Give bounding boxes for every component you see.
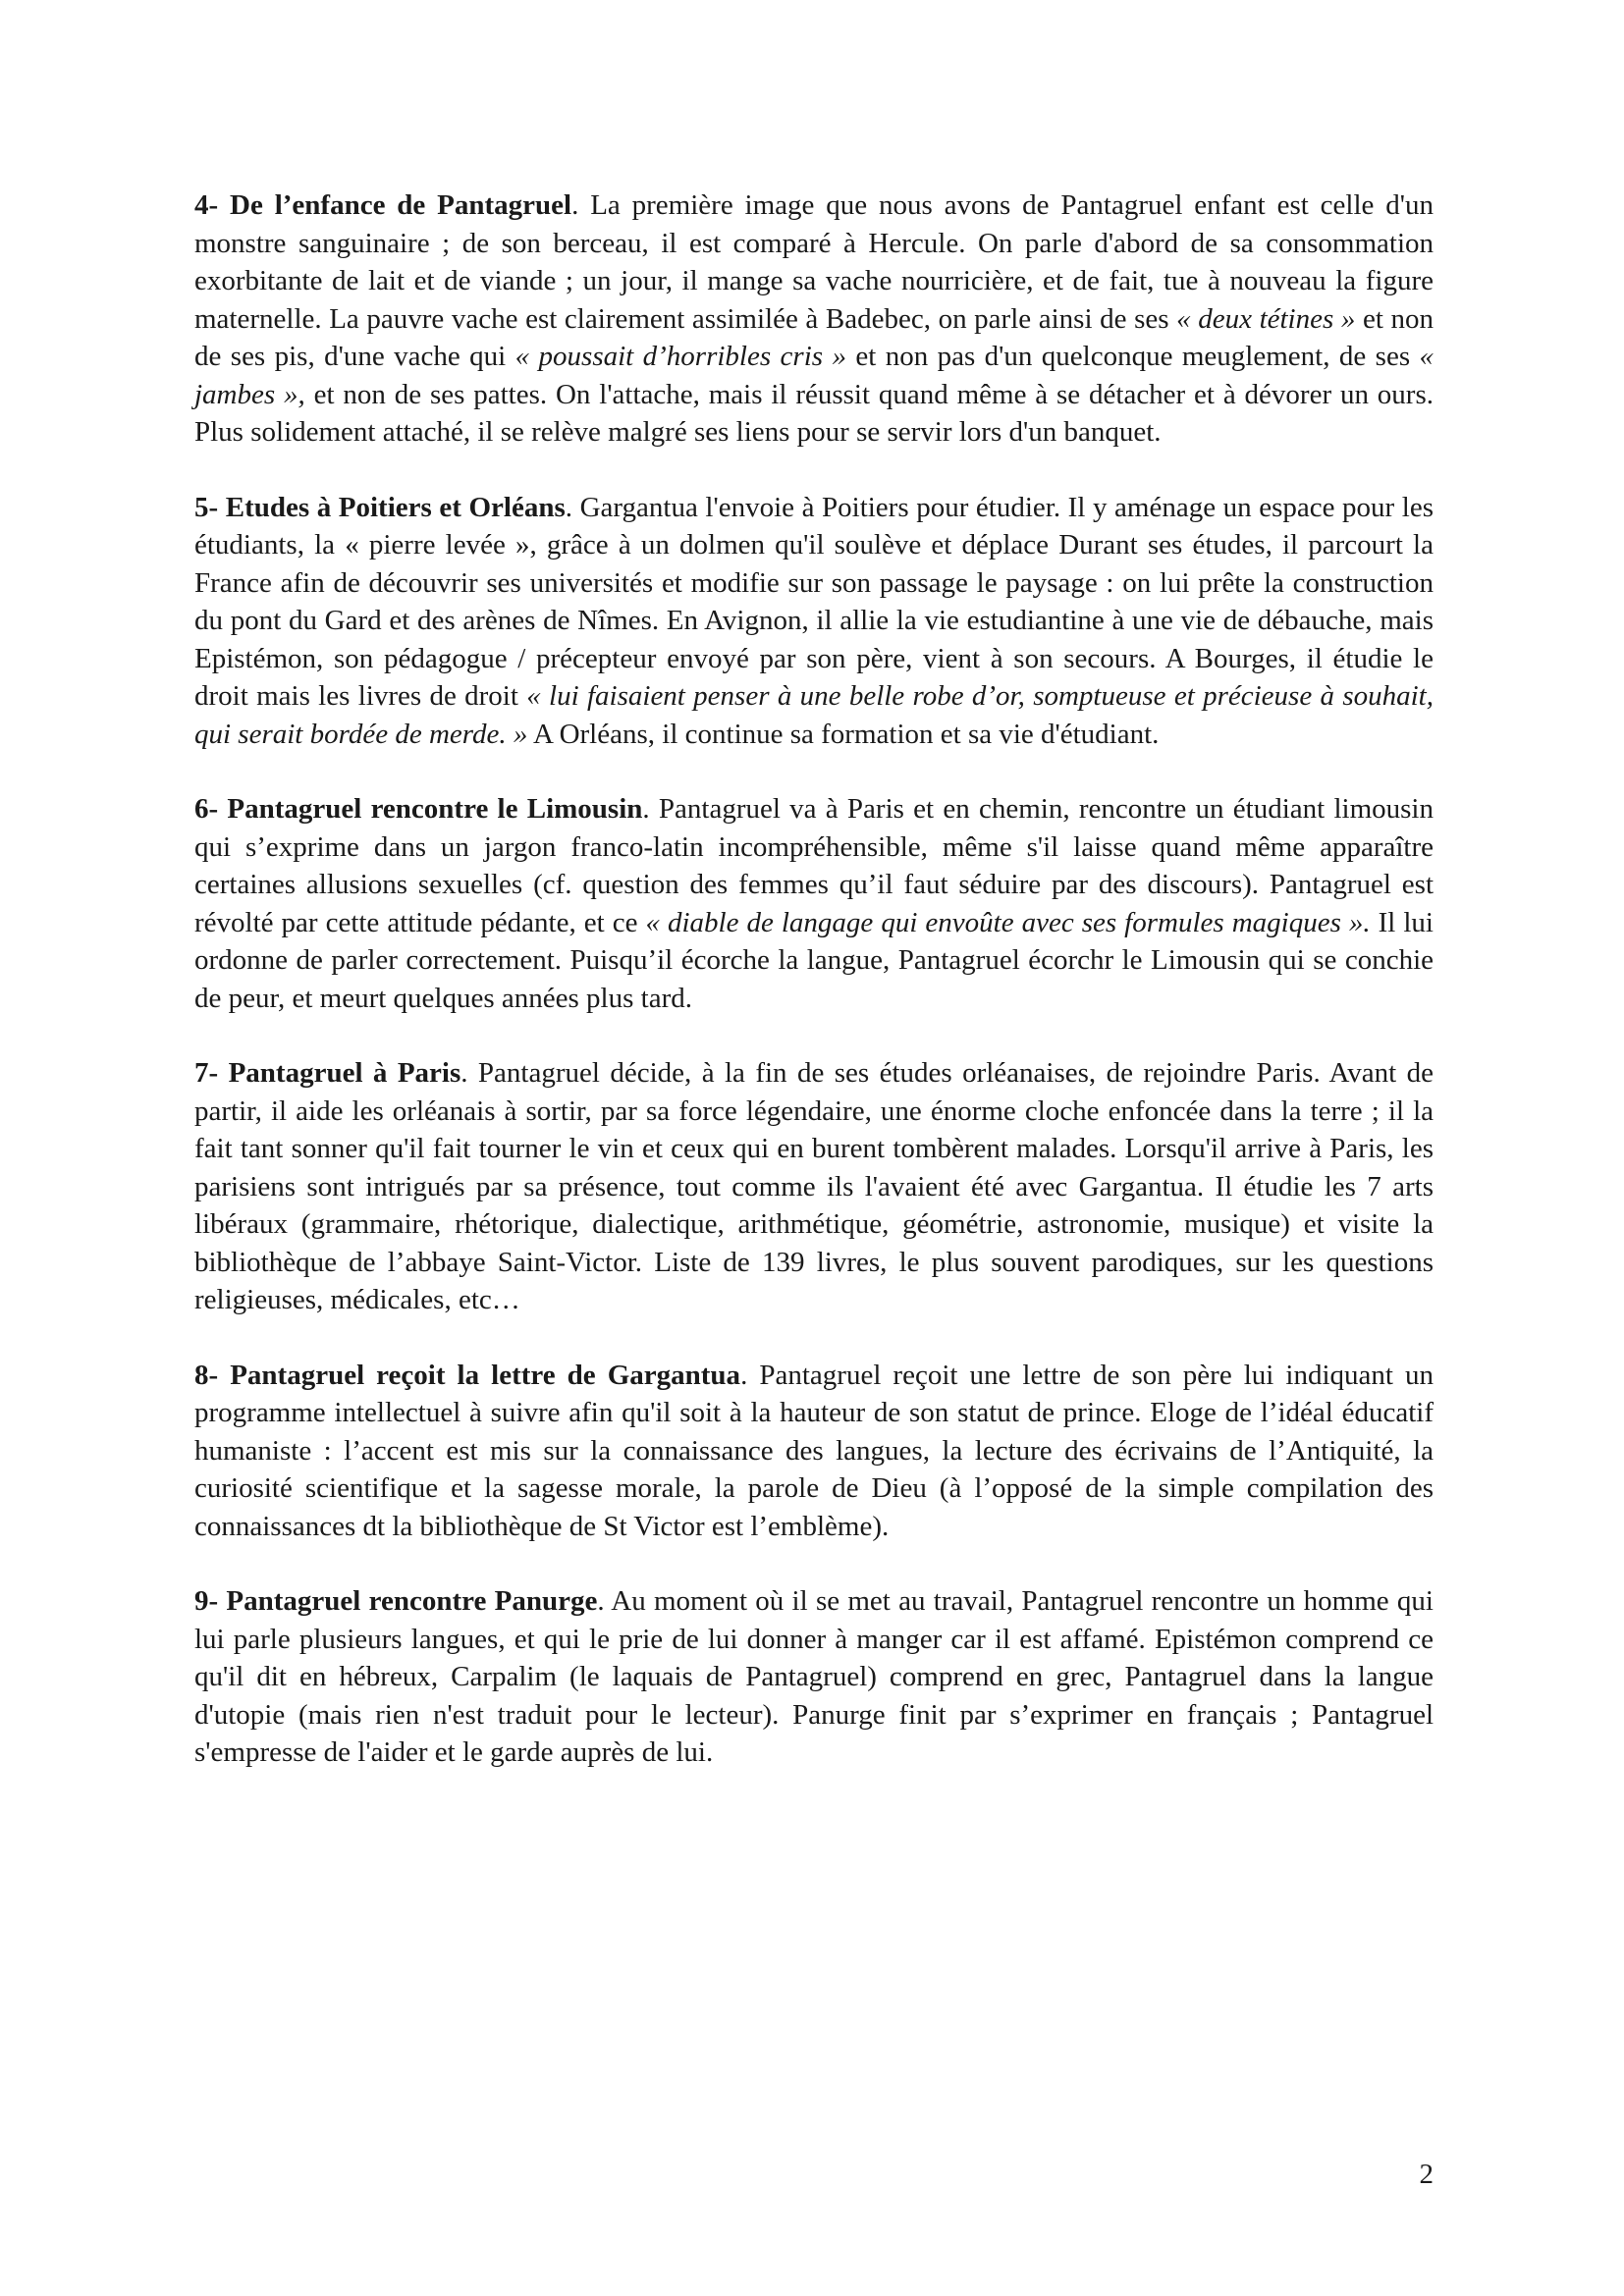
section-heading: 6- Pantagruel rencontre le Limousin: [194, 793, 643, 825]
section-panurge: [194, 1582, 1434, 1772]
section-lettre: [194, 1357, 1434, 1546]
section-text: . Pantagruel décide, à la fin de ses études orléanaises, de rejoindre Paris. Avant de partir, il aide les orléanais à sortir, par sa force légendaire, une énorme cloche enfoncée dans la terre ; il la fait tant sonner qu'il fait tourner le vin et ceux qui en burent tombèrent malades. Lorsqu'il arrive à Paris, les parisiens sont intrigués par sa présence, tout comme ils l'avaient été avec Gargantua. Il étudie les 7 arts libéraux (grammaire, rhétorique, dialectique, arithmétique, géométrie, astronomie, musique) et visite la bibliothèque de l’abbaye Saint-Victor. Liste de 139 livres, le plus souvent parodiques, sur les questions religieuses, médicales, etc…: [194, 1057, 1435, 1315]
section-limousin: [194, 790, 1434, 1017]
quote: « deux tétines »: [1176, 302, 1356, 335]
section-heading: 5- Etudes à Poitiers et Orléans: [194, 491, 566, 523]
section-text: . La première image que nous avons de Pantagruel enfant est celle d'un monstre sanguinaire ; de son berceau, il est comparé à Hercule. On parle d'abord de sa consommation exorbitante de lait et de viande ; un jour, il mange sa vache nourricière, et de fait, tue à nouveau la figure maternelle. La pauvre vache est clairement assimilée à Badebec, on parle ainsi de ses: [194, 189, 1434, 335]
quote: « poussait d’horribles cris »: [514, 341, 846, 372]
section-text: . Pantagruel reçoit une lettre de son père lui indiquant un programme intellectuel à suivre afin qu'il soit à la hauteur de son statut de prince. Eloge de l’idéal éducatif humaniste : l’accent est mis sur la connaissance des langues, la lecture des écrivains de l’Antiquité, la curiosité scientifique et la sagesse morale, la parole de Dieu (à l’opposé de la simple compilation des connaissances dt la bibliothèque de St Victor est l’emblème).: [194, 1359, 1434, 1542]
section-heading: 7- Pantagruel à Paris: [194, 1057, 461, 1089]
section-heading: 9- Pantagruel rencontre Panurge: [194, 1585, 598, 1617]
section-text: . Pantagruel va à Paris et en chemin, rencontre un étudiant limousin qui s’exprime dans un jargon franco-latin incompréhensible, même s'il laisse quand même apparaître certaines allusions sexuelles (cf. question des femmes qu’il faut séduire par des discours). Pantagruel est révolté par cette attitude pédante, et ce: [194, 793, 1434, 938]
section-paris: [194, 1054, 1434, 1319]
section-text: et non pas d'un quelconque meuglement, de ses: [845, 341, 1420, 372]
page-number: 2: [1419, 2159, 1434, 2190]
quote: « diable de langage qui envoûte avec ses formules magiques ».: [645, 906, 1371, 938]
section-heading: 4- De l’enfance de Pantagruel: [194, 189, 572, 221]
section-text: et non de ses pis, d'une vache qui: [194, 302, 1435, 372]
section-text: . Gargantua l'envoie à Poitiers pour étudier. Il y aménage un espace pour les étudiants, la « pierre levée », grâce à un dolmen qu'il soulève et déplace Durant ses études, il parcourt la France afin de découvrir ses universités et modifie sur son passage le paysage : on lui prête la construction du pont du Gard et des arènes de Nîmes. En Avignon, il allie la vie estudiantine à une vie de débauche, mais Epistémon, son pédagogue / précepteur envoyé par son père, vient à son secours. A Bourges, il étudie le droit mais les livres de droit: [194, 491, 1435, 712]
quote: « jambes »,: [194, 341, 1435, 410]
section-etudes: [194, 489, 1434, 754]
document-body: [194, 187, 1434, 1809]
section-enfance: [194, 187, 1434, 452]
section-text: . Au moment où il se met au travail, Pantagruel rencontre un homme qui lui parle plusieurs langues, et qui le prie de lui donner à manger car il est affamé. Epistémon comprend ce qu'il dit en hébreux, Carpalim (le laquais de Pantagruel) comprend en grec, Pantagruel dans la langue d'utopie (mais rien n'est traduit pour le lecteur). Panurge finit par s’exprimer en français ; Pantagruel s'empresse de l'aider et le garde auprès de lui.: [194, 1585, 1434, 1768]
section-heading: 8- Pantagruel reçoit la lettre de Gargantua: [194, 1359, 741, 1391]
quote: « lui faisaient penser à une belle robe d’or, somptueuse et précieuse à souhait, qui serait bordée de merde. »: [194, 680, 1434, 750]
section-text: A Orléans, il continue sa formation et sa vie d'étudiant.: [527, 718, 1160, 750]
section-text: et non de ses pattes. On l'attache, mais il réussit quand même à se détacher et à dévorer un ours. Plus solidement attaché, il se relève malgré ses liens pour se servir lors d'un banquet.: [194, 378, 1434, 448]
section-text: Il lui ordonne de parler correctement. Puisqu’il écorche la langue, Pantagruel écorchr le Limousin qui se conchie de peur, et meurt quelques années plus tard.: [194, 906, 1434, 1014]
